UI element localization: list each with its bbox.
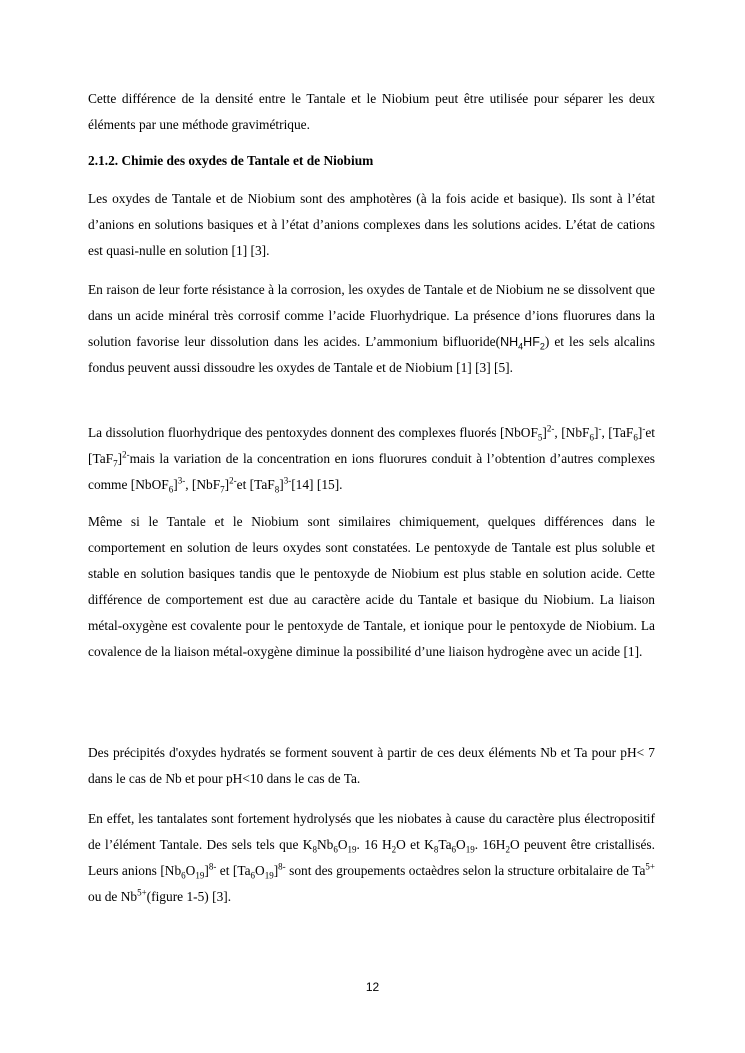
paragraph-density-separation <box>88 86 655 138</box>
formula-ammonium-bifluoride: $NH_4HF_2$ <box>500 335 545 352</box>
paragraph-chemical-differences <box>88 509 655 665</box>
paragraph-fluoride-complexes: La dissolution fluorhydrique des pentoxydes donnent des complexes fluorés [NbOF$_5$]$^{2-}$, [NbF$_6$]-, [TaF$_6$]-et $[TaF_7]^{2-}mais$ la variation de la concentration en ions fluorures conduit à l’obtention d’autres complexes comme [NbOF$_6$]$^{3-}$, $[NbF_7]^{2-}et$ $[TaF_8]^{3-}[14]$ [15]. <box>88 423 655 495</box>
paragraph-text: Cette différence de la densité entre le Tantale et le Niobium peut être utilisée pour séparer les deux éléments par une méthode gravimétrique. <box>88 91 655 132</box>
paragraph-hydrated-oxides <box>88 740 655 792</box>
paragraph-text: Même si le Tantale et le Niobium sont similaires chimiquement, quelques différences dans le comportement en solution de leurs oxydes sont constatées. Le pentoxyde de Tantale est plus soluble et stable en solution basiques tandis que le pentoxyde de Niobium est plus stable en solution acide. Cette différence de comportement est due au caractère acide du Tantale et basique du Niobium. La liaison métal-oxygène est covalente pour le pentoxyde de Tantale, et ionique pour le pentoxyde de Niobium. La covalence de la liaison métal-oxygène diminue la possibilité d’une liaison hydrogène avec un acide [1]. <box>88 514 655 659</box>
section-heading: 2.1.2. Chimie des oxydes de Tantale et de Niobium <box>88 153 374 168</box>
page-number: 12 <box>365 980 380 994</box>
paragraph-corrosion-resistance: En raison de leur forte résistance à la corrosion, les oxydes de Tantale et de Niobium ne se dissolvent que dans un acide minéral très corrosif comme l’acide Fluorhydrique. La présence d’ions fluorures dans la solution favorise leur dissolution dans les acides. L’ammonium $bifluoride(NH_4HF_2)$ et les sels alcalins fondus peuvent aussi dissoudre les oxydes de Tantale et de Niobium [1] [3] [5]. <box>88 282 655 375</box>
paragraph-text: Les oxydes de Tantale et de Niobium sont des amphotères (à la fois acide et basique). Ils sont à l’état d’anions en solutions basiques et à l’état d’anions complexes dans les solutions acides. L’état de cations est quasi-nulle en solution [1] [3]. <box>88 191 655 258</box>
paragraph-text: Des précipités d'oxydes hydratés se forment souvent à partir de ces deux éléments Nb et Ta pour pH< 7 dans le cas de Nb et pour pH<10 dans le cas de Ta. <box>88 745 655 786</box>
paragraph-amphoteric-oxides <box>88 186 655 264</box>
paragraph-tantalates-niobates: En effet, les tantalates sont fortement hydrolysés que les niobates à cause du caractère plus électropositif de l’élément Tantale. Des sels tels que $K_8Nb_6O_{19}$. 16 $H_2O$ et $K_8Ta_6O_{19}$. $16H_2O$ peuvent être cristallisés. Leurs anions $[Nb_6O_{19}]^{8-}$ et $[Ta_6O_{19}]^{8-}$ sont des groupements octaèdres selon la structure orbitalaire de $Ta^{5+}$ ou de $Nb^{5+}(figure$ 1-5) [3]. <box>88 811 655 904</box>
